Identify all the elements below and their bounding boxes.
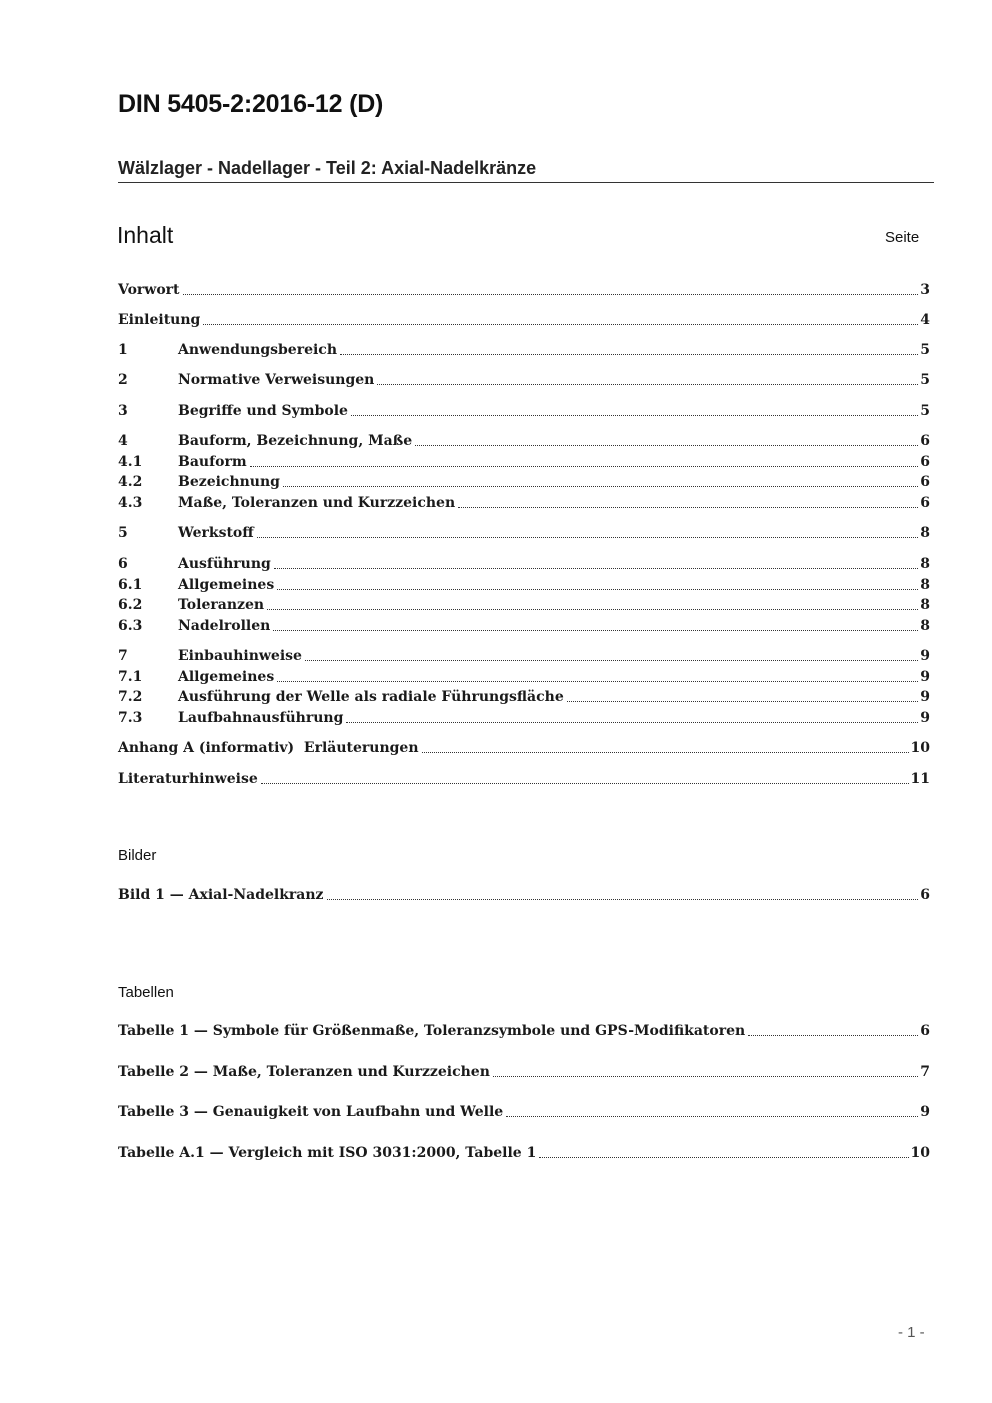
toc-entry[interactable]: [118, 340, 930, 360]
toc-entry[interactable]: [118, 738, 930, 758]
toc-entry-label: Einbauhinweise: [178, 648, 302, 664]
toc-entry-number: 6.2: [118, 597, 143, 613]
toc-entry-label: Allgemeines: [178, 669, 275, 685]
toc-entry[interactable]: [118, 575, 930, 595]
toc-entry-page: 6: [920, 454, 930, 470]
toc-entry-number: 7: [118, 648, 128, 664]
toc-entry-label: Toleranzen: [178, 597, 265, 613]
toc-entry[interactable]: [118, 708, 930, 728]
toc-entry-label: Maße, Toleranzen und Kurzzeichen: [178, 495, 456, 511]
document-subtitle: Wälzlager - Nadellager - Teil 2: Axial-Nadelkränze: [118, 158, 537, 178]
toc-entry-page: 8: [920, 556, 930, 572]
toc-entry-page: 9: [920, 648, 930, 664]
leader-dots: [567, 701, 919, 702]
table-entry[interactable]: [118, 1062, 930, 1082]
leader-dots: [351, 415, 918, 416]
figure-entry-page: 6: [920, 887, 930, 903]
figure-entry[interactable]: [118, 885, 930, 905]
toc-entry-page: 8: [920, 577, 930, 593]
toc-entry-label: Anwendungsbereich: [178, 342, 337, 358]
toc-entry-number: 4.1: [118, 454, 143, 470]
toc-entry[interactable]: [118, 493, 930, 513]
toc-entry[interactable]: [118, 523, 930, 543]
toc-entry-page: 4: [920, 312, 930, 328]
toc-entry-number: 4.2: [118, 474, 143, 490]
leader-dots: [340, 354, 918, 355]
leader-dots: [261, 783, 909, 784]
toc-entry[interactable]: [118, 310, 930, 330]
page-column-label: Seite: [885, 229, 920, 246]
toc-entry-label: Anhang A (informativ) Erläuterungen: [118, 740, 419, 756]
toc-entry-label: Ausführung der Welle als radiale Führungsfläche: [178, 689, 564, 705]
toc-entry-number: 3: [118, 403, 128, 419]
toc-entry-label: Einleitung: [118, 312, 201, 328]
toc-entry-label: Begriffe und Symbole: [178, 403, 348, 419]
toc-entry[interactable]: [118, 646, 930, 666]
document-title: DIN 5405-2:2016-12 (D): [118, 90, 384, 118]
toc-entry-page: 5: [920, 372, 930, 388]
leader-dots: [493, 1076, 918, 1077]
toc-entry[interactable]: [118, 452, 930, 472]
leader-dots: [346, 722, 918, 723]
leader-dots: [183, 294, 919, 295]
toc-entry-number: 1: [118, 342, 128, 358]
toc-entry-page: 9: [920, 689, 930, 705]
table-entry-label: Tabelle 2 — Maße, Toleranzen und Kurzzeichen: [118, 1064, 490, 1080]
leader-dots: [277, 681, 918, 682]
toc-entry-page: 8: [920, 597, 930, 613]
figures-heading: Bilder: [118, 847, 157, 864]
leader-dots: [273, 630, 918, 631]
toc-entry-number: 6.1: [118, 577, 143, 593]
toc-entry[interactable]: [118, 769, 930, 789]
toc-heading: Inhalt: [117, 222, 174, 248]
toc-entry-number: 6: [118, 556, 128, 572]
leader-dots: [377, 384, 918, 385]
toc-entry-number: 5: [118, 525, 128, 541]
toc-entry-label: Nadelrollen: [178, 618, 271, 634]
toc-entry-label: Allgemeines: [178, 577, 275, 593]
page-number: - 1 -: [898, 1324, 925, 1341]
toc-entry-number: 7.1: [118, 669, 143, 685]
leader-dots: [267, 609, 918, 610]
table-entry-page: 6: [920, 1023, 930, 1039]
table-entry[interactable]: [118, 1143, 930, 1163]
toc-entry[interactable]: [118, 595, 930, 615]
toc-entry-label: Bauform: [178, 454, 247, 470]
toc-entry-label: Normative Verweisungen: [178, 372, 375, 388]
table-entry-page: 7: [920, 1064, 930, 1080]
toc-entry[interactable]: [118, 280, 930, 300]
table-entry[interactable]: [118, 1102, 930, 1122]
toc-entry[interactable]: [118, 616, 930, 636]
leader-dots: [257, 537, 919, 538]
toc-entry[interactable]: [118, 401, 930, 421]
toc-entry-number: 4: [118, 433, 128, 449]
toc-entry[interactable]: [118, 554, 930, 574]
table-entry-page: 9: [920, 1104, 930, 1120]
toc-entry-label: Laufbahnausführung: [178, 710, 344, 726]
table-entry-label: Tabelle 1 — Symbole für Größenmaße, Toleranzsymbole und GPS-Modifikatoren: [118, 1023, 746, 1039]
toc-entry-page: 8: [920, 618, 930, 634]
toc-entry-page: 11: [910, 771, 930, 787]
leader-dots: [250, 466, 919, 467]
toc-entry-page: 5: [920, 342, 930, 358]
toc-entry[interactable]: [118, 472, 930, 492]
toc-entry[interactable]: [118, 431, 930, 451]
leader-dots: [422, 752, 909, 753]
toc-entry-label: Ausführung: [178, 556, 271, 572]
toc-entry-page: 5: [920, 403, 930, 419]
leader-dots: [748, 1035, 918, 1036]
toc-entry-label: Literaturhinweise: [118, 771, 258, 787]
toc-entry-number: 7.2: [118, 689, 143, 705]
leader-dots: [327, 899, 919, 900]
toc-entry-page: 9: [920, 669, 930, 685]
leader-dots: [415, 445, 918, 446]
toc-entry-number: 6.3: [118, 618, 143, 634]
leader-dots: [458, 507, 918, 508]
toc-entry-page: 8: [920, 525, 930, 541]
toc-entry-label: Werkstoff: [178, 525, 254, 541]
leader-dots: [203, 324, 918, 325]
toc-entry-page: 9: [920, 710, 930, 726]
leader-dots: [539, 1157, 908, 1158]
leader-dots: [277, 589, 918, 590]
table-entry-label: Tabelle A.1 — Vergleich mit ISO 3031:2000, Tabelle 1: [118, 1145, 537, 1161]
toc-entry-number: 7.3: [118, 710, 143, 726]
toc-entry-number: 2: [118, 372, 128, 388]
toc-entry-page: 10: [910, 740, 930, 756]
toc-entry-label: Bauform, Bezeichnung, Maße: [178, 433, 413, 449]
table-entry-page: 10: [910, 1145, 930, 1161]
toc-entry-page: 3: [920, 282, 930, 298]
leader-dots: [506, 1116, 918, 1117]
leader-dots: [305, 660, 918, 661]
toc-entry-page: 6: [920, 433, 930, 449]
toc-entry-label: Bezeichnung: [178, 474, 280, 490]
tables-heading: Tabellen: [118, 984, 174, 1001]
toc-entry-label: Vorwort: [118, 282, 180, 298]
subtitle-divider: [118, 182, 934, 183]
table-entry-label: Tabelle 3 — Genauigkeit von Laufbahn und Welle: [118, 1104, 504, 1120]
table-entry[interactable]: [118, 1021, 930, 1041]
toc-entry[interactable]: [118, 687, 930, 707]
figure-entry-label: Bild 1 — Axial-Nadelkranz: [118, 887, 324, 903]
toc-entry-page: 6: [920, 474, 930, 490]
toc-entry-page: 6: [920, 495, 930, 511]
toc-entry-number: 4.3: [118, 495, 143, 511]
toc-entry[interactable]: [118, 667, 930, 687]
toc-entry[interactable]: [118, 370, 930, 390]
leader-dots: [283, 486, 918, 487]
leader-dots: [274, 568, 918, 569]
